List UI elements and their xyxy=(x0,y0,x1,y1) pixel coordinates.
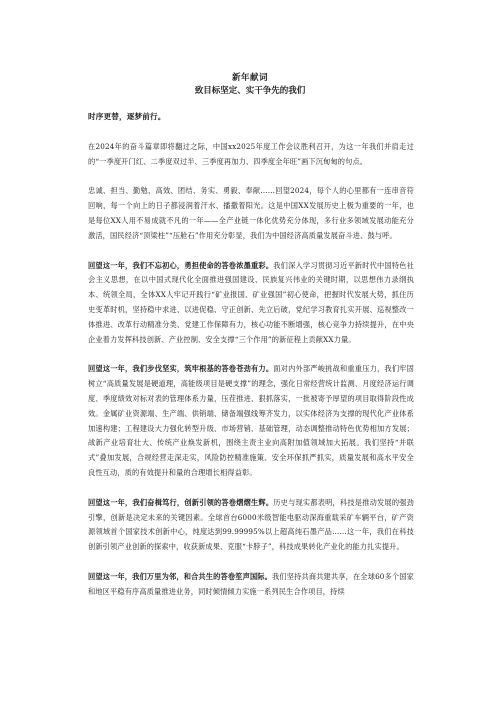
title-block xyxy=(0,72,500,98)
paragraph-text: 忠诚、担当、勤勉、高效、团结、务实、勇毅、奉献……回望2024，每个人的心里都有一连串音符回响，每一个向上的日子都浸润着汗水、播撒着阳光。这是中国XX发展历史上极为重要的一年，也是每位XX人用不易成就不凡的一年——全产业链一体化优势充分体现，多行业多领域发展动能充分激活，国民经济“顶梁柱”“压舱石”作用充分彰显，我们为中国经济高质量发展奋斗进、鼓与呼。 xyxy=(88,186,414,240)
paragraph-foundation xyxy=(88,362,414,480)
paragraph-text: 我们坚持共商共建共享，在全球60多个国家和地区平稳有序高质量推进业务，同时倾情倾力实施一系列民生合作项目，持续 xyxy=(88,571,414,596)
paragraph-lead: 回望这一年，我们奋楫笃行，创新引领的答卷熠熠生辉。 xyxy=(88,497,274,507)
paragraph-intro xyxy=(88,140,414,170)
paragraph-lead: 回望这一年，我们不忘初心，勇担使命的答卷浓墨重彩。 xyxy=(88,260,274,270)
paragraph-text: 我们深入学习贯彻习近平新时代中国特色社会主义思想，在以中国式现代化全面推进强国建设、民族复兴伟业的关键时期，以思想伟力录纲执本、统领全局，全体XX人牢记开践行“矿业报国、矿业强国”初心使命，把握时代发展大势，抓住历史变革时机，坚持稳中求进、以进促稳、守正创新、先立后破，党纪学习教育扎实开展、巡视整改一体推进、改革行动精准分类、党建工作保障有力，核心功能不断增强，核心竞争力持续提升，在中央企业着力发挥科技创新、产业控制、安全支撑“三个作用”的新征程上贡献XX力量。 xyxy=(88,260,414,344)
document-body xyxy=(88,110,414,615)
paragraph-lead: 回望这一年，我们万里为邻，和合共生的答卷笙声国际。 xyxy=(88,571,273,581)
paragraph-lead: 回望这一年，我们步伐坚实，筑牢根基的答卷苍劲有力。 xyxy=(88,364,274,374)
paragraph-text: 历史与现实都表明，科技是推动发展的强劲引擎，创新是决定未来的关键因素。全球首台6000米级智能电驱动深海重载采矿车辆平台，矿产资源领域首个国家技术创新中心，纯度达到99.99995%以上超高纯石墨产品……这一年，我们在科技创新引领产业创新的探索中，收获新成果、克服“卡脖子”，科技成果转化产业化的能力扎实提升。 xyxy=(88,497,414,552)
paragraph-review xyxy=(88,184,414,243)
paragraph-innovation xyxy=(88,496,414,555)
document-subtitle: 致目标坚定、实干争先的我们 xyxy=(194,86,306,96)
paragraph-text: 在2024年的奋斗篇章即将翻过之际，中国xx2025年度工作会议胜利召开，为这一年我们并肩走过的“一季度开门红、二季度双过半、三季度再加力、四季度全年旺”画下沉甸甸的句点。 xyxy=(88,141,414,166)
paragraph-international xyxy=(88,570,414,600)
document-title: 新年献词 xyxy=(231,73,268,83)
opening-line: 时序更替，逐梦前行。 xyxy=(88,112,166,121)
paragraph-text: 面对内外部严峻挑战和重重压力，我们牢固树立“高质量发展是硬道理，高能级项目是硬支撑”的理念，强化日常经营统计监测、月度经济运行调度、季度绩效对标对表的管理体系力量，压茬推进、狠抓落实，一批被寄予厚望的项目取得阶段性成效。金属矿业资源端、生产端、供销端、储备端强线筹齐发力，以实体经济为支撑的现代化产业体系加速构建；工程建设大力强化转型升级、市场营销、基础管理，动态调整推动特色优势相加方发展；战新产业培育壮大、传统产业焕发新机，围绕主责主业向高附加值领域加大拓展。我们坚持“并联式”叠加发展，合规经营走深走实，风险防控精准施策、安全环保抓严抓实，质量发展和高水平安全良性互动，质的有效提升和量的合理增长相得益彰。 xyxy=(88,364,414,477)
paragraph-mission xyxy=(88,259,414,348)
